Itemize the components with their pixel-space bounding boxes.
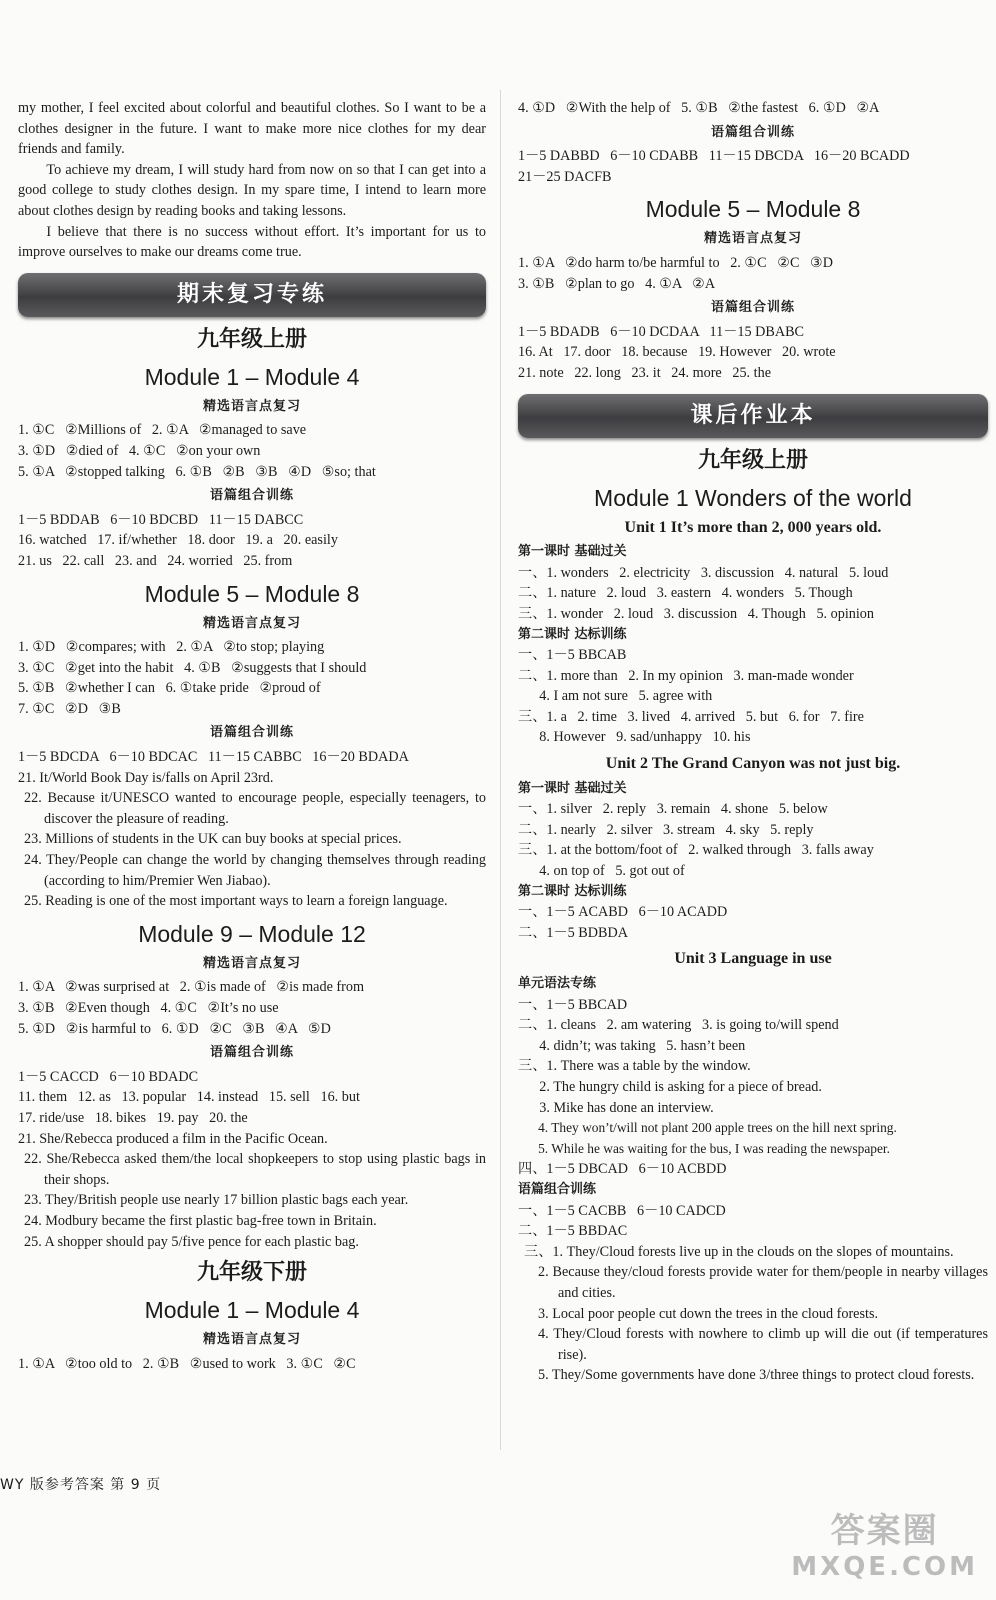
column-divider <box>500 90 501 1450</box>
module-heading: Module 5 – Module 8 <box>645 196 861 223</box>
answer-line: 二、1. nature 2. loud 3. eastern 4. wonders 5. Though <box>518 585 853 602</box>
lesson-heading: 第二课时 达标训练 <box>518 883 627 899</box>
lesson-heading: 语篇组合训练 <box>518 1181 597 1197</box>
answer-line: 21. It/World Book Day is/falls on April 23rd. <box>18 769 274 786</box>
answer-line: 4. didn’t; was taking 5. hasn’t been <box>518 1037 746 1054</box>
answer-line: 四、1－5 DBCAD 6－10 ACBDD <box>518 1161 727 1178</box>
answer-line: 三、1. a 2. time 3. lived 4. arrived 5. but 6. for 7. fire <box>518 708 864 725</box>
section-heading: 精选语言点复习 <box>202 955 301 971</box>
section-heading: 语篇组合训练 <box>209 725 294 741</box>
answer-line: 三、1. They/Cloud forests live up in the clouds on the slopes of mountains. <box>524 1243 954 1260</box>
answer-line: 24. Modbury became the first plastic bag-free town in Britain. <box>24 1212 377 1229</box>
answer-line: 25. A shopper should pay 5/five pence for each plastic bag. <box>24 1233 359 1250</box>
answer-line: 三、1. wonder 2. loud 3. discussion 4. Though 5. opinion <box>518 605 874 622</box>
section-heading: 语篇组合训练 <box>710 124 795 140</box>
section-heading: 精选语言点复习 <box>202 1332 301 1348</box>
homework-banner: 课后作业本 <box>518 394 988 438</box>
answer-line: 二、1. cleans 2. am watering 3. is going to/will spend <box>518 1017 839 1034</box>
answer-line: 5. They/Some governments have done 3/three things to protect cloud forests. <box>538 1367 975 1384</box>
answer-line: 1. ①A ②was surprised at 2. ①is made of ②is made from <box>18 979 364 996</box>
answer-line: 24. They/People can change the world by changing themselves through reading (according to him/Premier Wen Jiabao). <box>24 852 486 889</box>
answer-line: 2. Because they/cloud forests provide water for them/people in nearby villages and cities. <box>538 1264 988 1301</box>
answer-line: 二、1－5 BBDAC <box>518 1223 628 1240</box>
essay-paragraph-1: my mother, I feel excited about colorful and beautiful clothes. So I want to be a clothes designer in the future. I want to make more nice clothes for my dear friends and family. <box>18 100 486 158</box>
grade-9-second-term-heading: 九年级下册 <box>196 1260 307 1286</box>
answer-line: 1. ①A ②do harm to/be harmful to 2. ①C ②C ③D <box>518 254 834 271</box>
answer-line: 三、1. at the bottom/foot of 2. walked through 3. falls away <box>518 842 874 859</box>
lesson-heading: 单元语法专练 <box>518 976 597 991</box>
answer-line: 21. us 22. call 23. and 24. worried 25. from <box>18 552 293 569</box>
unit-heading: Unit 2 The Grand Canyon was not just big. <box>605 755 901 773</box>
answer-line: 一、1－5 CACBB 6－10 CADCD <box>518 1202 726 1219</box>
module-heading: Module 1 – Module 4 <box>144 1297 360 1324</box>
lesson-heading: 第二课时 达标训练 <box>518 626 627 642</box>
section-heading: 语篇组合训练 <box>209 488 294 504</box>
answer-line: 5. While he was waiting for the bus, I was reading the newspaper. <box>518 1140 890 1156</box>
module-heading: Module 1 – Module 4 <box>144 363 360 390</box>
answer-line: 16. watched 17. if/whether 18. door 19. a 20. easily <box>18 532 338 549</box>
answer-line: 4. ①D ②With the help of 5. ①B ②the fastest 6. ①D ②A <box>518 100 880 116</box>
answer-line: 二、1－5 BDBDA <box>518 924 628 941</box>
answer-line: 1. ①C ②Millions of 2. ①A ②managed to save <box>18 422 307 439</box>
answer-line: 二、1. nearly 2. silver 3. stream 4. sky 5. reply <box>518 821 814 838</box>
answer-line: 一、1. silver 2. reply 3. remain 4. shone 5. below <box>518 801 828 818</box>
answer-line: 21－25 DACFB <box>518 168 612 185</box>
essay-paragraph-3: I believe that there is no success without effort. It’s important for us to improve ourselves to make our dreams come true. <box>18 223 486 261</box>
answer-line: 1. ①D ②compares; with 2. ①A ②to stop; playing <box>18 639 325 656</box>
watermark <box>791 1503 978 1582</box>
answer-line: 3. Local poor people cut down the trees in the cloud forests. <box>538 1305 879 1322</box>
final-review-banner: 期末复习专练 <box>18 273 486 317</box>
answer-line: 4. I am not sure 5. agree with <box>518 688 713 705</box>
answer-line: 3. ①C ②get into the habit 4. ①B ②suggests that I should <box>18 659 367 676</box>
answer-line: 5. ①B ②whether I can 6. ①take pride ②proud of <box>18 680 321 697</box>
page-footer: WY 版参考答案 第 9 页 <box>0 1477 162 1493</box>
answer-line: 25. Reading is one of the most important ways to learn a foreign language. <box>24 893 448 910</box>
answer-line: 7. ①C ②D ③B <box>18 700 121 717</box>
answer-line: 3. ①B ②plan to go 4. ①A ②A <box>518 275 716 292</box>
answer-line: 4. They/Cloud forests with nowhere to climb up will die out (if temperatures rise). <box>538 1326 988 1363</box>
answer-line: 3. ①D ②died of 4. ①C ②on your own <box>18 442 261 459</box>
grade-heading: 九年级上册 <box>697 447 808 473</box>
answer-line: 5. ①D ②is harmful to 6. ①D ②C ③B ④A ⑤D <box>18 1020 331 1037</box>
watermark-logo-text: 答案圈 <box>830 1511 939 1551</box>
lesson-heading: 第一课时 基础过关 <box>518 780 627 796</box>
section-heading: 精选语言点复习 <box>202 398 301 414</box>
answer-line: 21. She/Rebecca produced a film in the Pacific Ocean. <box>18 1130 328 1147</box>
answer-line: 1－5 CACCD 6－10 BDADC <box>18 1068 199 1085</box>
answer-line: 22. Because it/UNESCO wanted to encourage people, especially teenagers, to discover the pleasure of reading. <box>24 790 486 827</box>
module-heading: Module 9 – Module 12 <box>138 920 366 947</box>
answer-line: 17. ride/use 18. bikes 19. pay 20. the <box>18 1109 248 1126</box>
answer-line: 一、1－5 ACABD 6－10 ACADD <box>518 904 728 921</box>
answer-line: 一、1－5 BBCAB <box>518 647 627 664</box>
answer-line: 23. Millions of students in the UK can buy books at special prices. <box>24 831 402 848</box>
answer-line: 1－5 DABBD 6－10 CDABB 11－15 DBCDA 16－20 BCADD <box>518 148 910 165</box>
section-heading: 语篇组合训练 <box>710 300 795 316</box>
module-heading: Module 1 Wonders of the world <box>594 484 912 511</box>
answer-line: 二、1. more than 2. In my opinion 3. man-made wonder <box>518 667 854 684</box>
answer-line: 三、1. There was a table by the window. <box>518 1058 751 1075</box>
answer-line: 8. However 9. sad/unhappy 10. his <box>518 729 751 746</box>
section-heading: 精选语言点复习 <box>202 615 301 631</box>
lesson-heading: 第一课时 基础过关 <box>518 544 627 560</box>
essay-paragraph-2: To achieve my dream, I will study hard from now on so that I can get into a good college to study clothes design. In my spare time, I intend to learn more about clothes design by reading books and taking lessons. <box>18 161 486 219</box>
answer-line: 一、1－5 BBCAD <box>518 996 628 1013</box>
grade-9-first-term-heading: 九年级上册 <box>196 326 307 352</box>
answer-line: 1－5 BDCDA 6－10 BDCAC 11－15 CABBC 16－20 BDADA <box>18 749 409 766</box>
answer-line: 1. ①A ②too old to 2. ①B ②used to work 3. ①C ②C <box>18 1355 356 1372</box>
watermark-url: MXQE.COM <box>791 1552 978 1582</box>
module-heading: Module 5 – Module 8 <box>144 580 360 607</box>
answer-line: 23. They/British people use nearly 17 billion plastic bags each year. <box>24 1192 409 1209</box>
unit-heading: Unit 1 It’s more than 2, 000 years old. <box>624 518 882 536</box>
answer-line: 11. them 12. as 13. popular 14. instead 15. sell 16. but <box>18 1089 360 1106</box>
answer-line: 1－5 BDADB 6－10 DCDAA 11－15 DBABC <box>518 323 805 340</box>
answer-line: 21. note 22. long 23. it 24. more 25. the <box>518 364 771 381</box>
right-column <box>518 98 988 1386</box>
left-column <box>18 98 486 1374</box>
answer-line: 1－5 BDDAB 6－10 BDCBD 11－15 DABCC <box>18 511 304 528</box>
answer-line: 一、1. wonders 2. electricity 3. discussion 4. natural 5. loud <box>518 564 889 581</box>
answer-line: 22. She/Rebecca asked them/the local shopkeepers to stop using plastic bags in their shops. <box>24 1151 486 1188</box>
answer-line: 2. The hungry child is asking for a piece of bread. <box>518 1078 822 1095</box>
section-heading: 语篇组合训练 <box>209 1045 294 1061</box>
answer-line: 4. They won’t/will not plant 200 apple trees on the hill next spring. <box>518 1120 897 1136</box>
answer-line: 3. Mike has done an interview. <box>518 1099 714 1116</box>
answer-line: 16. At 17. door 18. because 19. However 20. wrote <box>518 344 836 361</box>
answer-line: 4. on top of 5. got out of <box>518 863 685 880</box>
unit-heading: Unit 3 Language in use <box>674 950 832 968</box>
answer-line: 5. ①A ②stopped talking 6. ①B ②B ③B ④D ⑤so; that <box>18 463 376 480</box>
section-heading: 精选语言点复习 <box>703 231 802 247</box>
answer-line: 3. ①B ②Even though 4. ①C ②It’s no use <box>18 1000 279 1016</box>
